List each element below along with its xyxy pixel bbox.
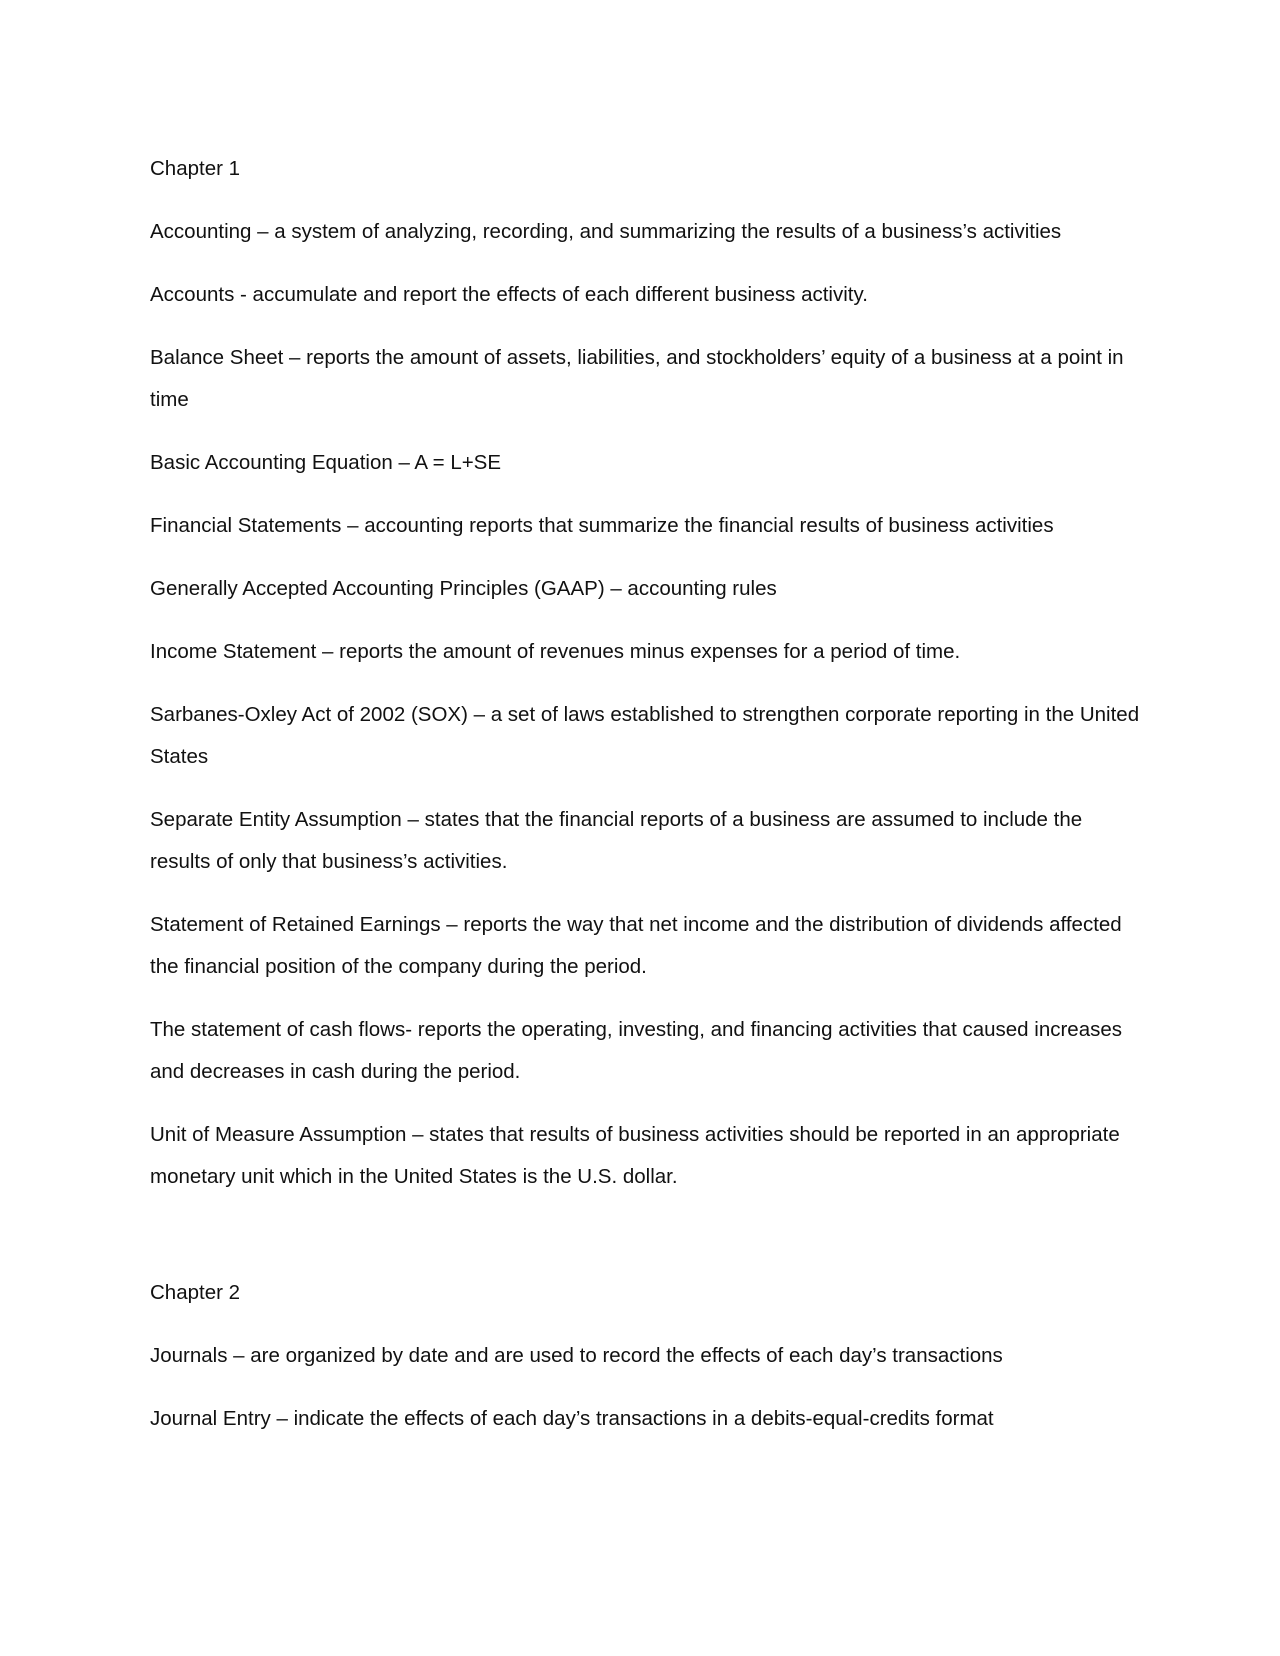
definition-gaap: Generally Accepted Accounting Principles (GAAP) – accounting rules — [150, 577, 777, 600]
chapter-heading: Chapter 1 — [150, 157, 241, 180]
chapter-heading: Chapter 2 — [150, 1281, 241, 1304]
definition-separate-entity-assumption: Separate Entity Assumption – states that the financial reports of a business are assumed to include the results of only that business’s activities. — [150, 808, 1083, 873]
chapter-spacer — [150, 1219, 1140, 1272]
definition-financial-statements: Financial Statements – accounting reports that summarize the financial results of business activities — [150, 514, 1054, 537]
definition-accounts: Accounts - accumulate and report the effects of each different business activity. — [150, 283, 868, 306]
document-body — [150, 148, 1140, 1461]
definition-income-statement: Income Statement – reports the amount of revenues minus expenses for a period of time. — [150, 640, 961, 663]
definition-unit-of-measure-assumption: Unit of Measure Assumption – states that results of business activities should be reported in an appropriate monetary unit which in the United States is the U.S. dollar. — [150, 1123, 1120, 1188]
definition-statement-of-retained-earnings: Statement of Retained Earnings – reports the way that net income and the distribution of dividends affected the financial position of the company during the period. — [150, 913, 1122, 978]
definition-journal-entry: Journal Entry – indicate the effects of each day’s transactions in a debits-equal-credits format — [150, 1407, 994, 1430]
definition-sox: Sarbanes-Oxley Act of 2002 (SOX) – a set of laws established to strengthen corporate reporting in the United States — [150, 703, 1140, 768]
definition-balance-sheet: Balance Sheet – reports the amount of assets, liabilities, and stockholders’ equity of a business at a point in time — [150, 346, 1124, 411]
definition-basic-accounting-equation: Basic Accounting Equation – A = L+SE — [150, 451, 502, 474]
definition-statement-of-cash-flows: The statement of cash flows- reports the operating, investing, and financing activities that caused increases and decreases in cash during the period. — [150, 1018, 1122, 1083]
definition-accounting: Accounting – a system of analyzing, recording, and summarizing the results of a business’s activities — [150, 220, 1062, 243]
definition-journals: Journals – are organized by date and are used to record the effects of each day’s transactions — [150, 1344, 1003, 1367]
